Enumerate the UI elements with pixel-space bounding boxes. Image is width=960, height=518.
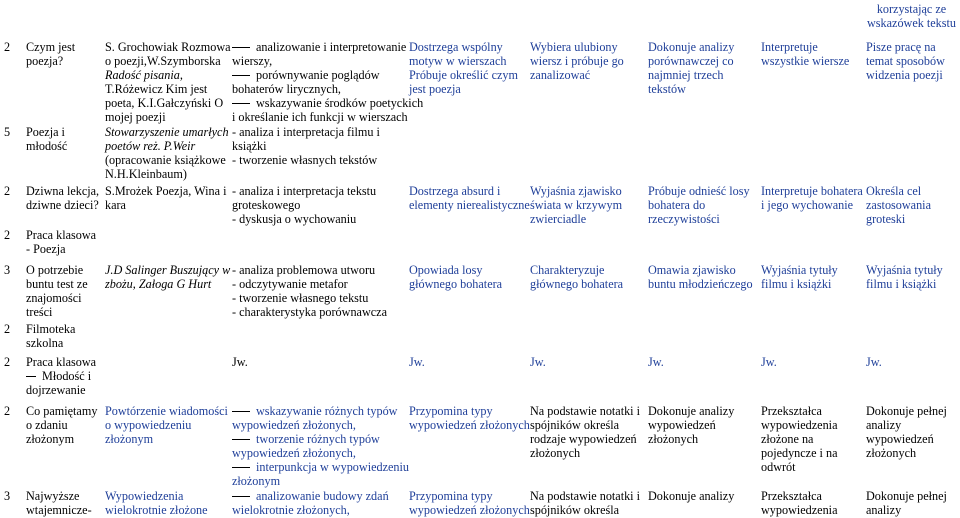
req-level-3: Dokonuje analizy [648,489,735,503]
req-level-1: Przypomina typy wypowiedzeń złożonych [409,404,530,432]
req-level-5: Dokonuje pełnej analizy [866,489,947,517]
hours-cell: 2 [4,228,11,242]
topic-cell: Czym jest poezja? [26,40,76,68]
hours-cell: 2 [4,355,11,369]
req-level-4: Interpretuje bohatera i jego wychowanie [761,184,863,212]
req-level-5: Wyjaśnia tytuły filmu i książki [866,263,943,291]
hours-cell: 2 [4,404,11,418]
req-level-1: Dostrzega wspólny motyw w wierszach Próbuje określić czym jest poezja [409,40,518,96]
req-level-2: Wyjaśnia zjawisko świata w krzywym zwierciadle [530,184,623,226]
hours-cell: 2 [4,322,11,336]
topic-cell: Praca klasowa Młodość i dojrzewanie [26,355,97,397]
req-level-3: Dokonuje analizy porównawczej co najmniej trzech tekstów [648,40,735,96]
hours-cell: 2 [4,184,11,198]
column-header-note [867,2,956,30]
activities-cell: analizowanie i interpretowanie wierszy, porównywanie poglądów bohaterów lirycznych, wskazywanie środków poetyckich i określanie ich funkcji w wierszach [232,40,424,124]
topic-cell: Dziwna lekcja, dziwne dzieci? [26,184,100,212]
hours-cell: 3 [4,263,11,277]
req-level-4: Przekształca wypowiedzenia [761,489,838,517]
req-level-3: Omawia zjawisko buntu młodzieńczego [648,263,753,291]
header-line: korzystając ze [876,2,947,16]
req-level-1: Opowiada losy głównego bohatera [409,263,503,291]
texts-cell: Wypowiedzenia wielokrotnie złożone [105,489,208,517]
topic-cell: Poezja i młodość [26,125,68,153]
req-level-4: Jw. [761,355,777,369]
req-level-1: Dostrzega absurd i elementy nierealistyczne [409,184,530,212]
req-level-3: Próbuje odnieść losy bohatera do rzeczywistości [648,184,750,226]
activities-cell: wskazywanie różnych typów wypowiedzeń złożonych, tworzenie różnych typów wypowiedzeń złożonych, interpunkcja w wypowiedzeniu złożonym [232,404,409,488]
topic-cell: Praca klasowa - Poezja [26,228,97,256]
req-level-2: Jw. [530,355,546,369]
texts-cell: S. Grochowiak Rozmowa o poezji,W.Szymborska Radość pisania, T.Różewicz Kim jest poeta, K.I.Gałczyński O mojej poezji [105,40,231,124]
texts-cell: J.D Salinger Buszujący w zbożu, Załoga G Hurt [105,263,231,291]
req-level-4: Interpretuje wszystkie wiersze [761,40,850,68]
topic-cell: O potrzebie buntu test ze znajomości treści [26,263,88,319]
req-level-3: Dokonuje analizy wypowiedzeń złożonych [648,404,735,446]
req-level-5: Określa cel zastosowania groteski [866,184,931,226]
req-level-5: Pisze pracę na temat sposobów widzenia poezji [866,40,945,82]
topic-cell: Najwyższe wtajemnicze- [26,489,92,517]
topic-cell: Co pamiętamy o zdaniu złożonym [26,404,98,446]
req-level-5: Dokonuje pełnej analizy wypowiedzeń złożonych [866,404,947,460]
req-level-1: Przypomina typy wypowiedzeń złożonych [409,489,530,517]
header-line: wskazówek tekstu [866,16,956,30]
req-level-2: Wybiera ulubiony wiersz i próbuje go zanalizować [530,40,624,82]
req-level-2: Na podstawie notatki i spójników określa rodzaje wypowiedzeń złożonych [530,404,641,460]
activities-cell: - analiza i interpretacja tekstu groteskowego - dyskusja o wychowaniu [232,184,377,226]
hours-cell: 2 [4,40,11,54]
req-level-4: Wyjaśnia tytuły filmu i książki [761,263,838,291]
req-level-5: Jw. [866,355,882,369]
req-level-4: Przekształca wypowiedzenia złożone na pojedyncze i na odwrót [761,404,838,474]
activities-cell: - analiza i interpretacja filmu i książki - tworzenie własnych tekstów [232,125,380,167]
topic-cell: Filmoteka szkolna [26,322,76,350]
req-level-2: Na podstawie notatki i spójników określa [530,489,641,517]
activities-cell: Jw. [232,355,248,369]
hours-cell: 3 [4,489,11,503]
req-level-3: Jw. [648,355,664,369]
texts-cell: Stowarzyszenie umarłych poetów reż. P.Weir (opracowanie książkowe N.H.Kleinbaum) [105,125,229,181]
hours-cell: 5 [4,125,11,139]
texts-cell: Powtórzenie wiadomości o wypowiedzeniu złożonym [105,404,228,446]
req-level-1: Jw. [409,355,425,369]
req-level-2: Charakteryzuje głównego bohatera [530,263,624,291]
activities-cell: - analiza problemowa utworu - odczytywanie metafor - tworzenie własnego tekstu - charakterystyka porównawcza [232,263,387,319]
activities-cell: analizowanie budowy zdań wielokrotnie złożonych, [232,489,389,517]
texts-cell: S.Mrożek Poezja, Wina i kara [105,184,227,212]
